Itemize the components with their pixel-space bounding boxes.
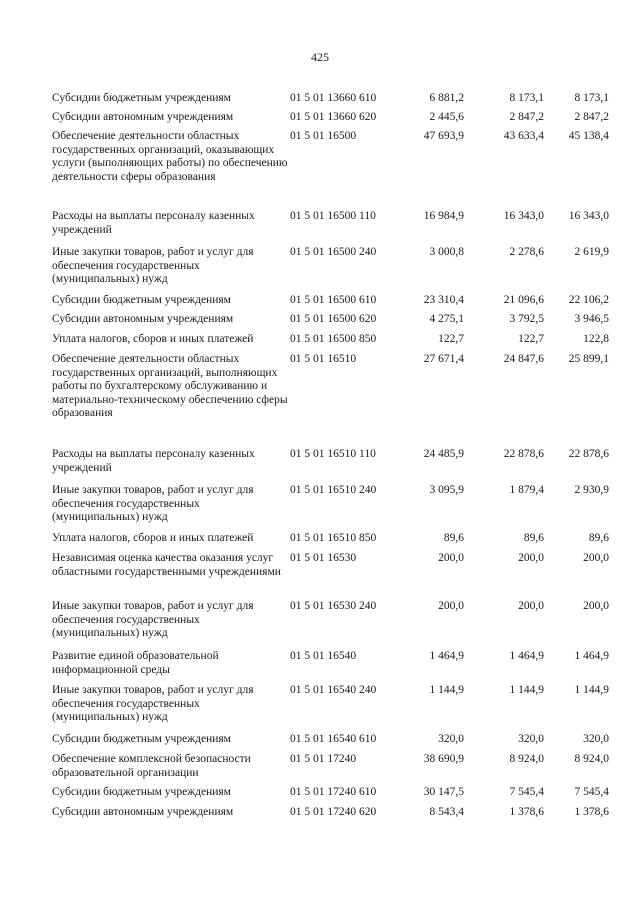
row-value-2: 1 464,9 (509, 650, 544, 662)
row-value-2: 22 878,6 (503, 448, 544, 460)
row-name: Уплата налогов, сборов и иных платежей (52, 532, 254, 544)
row-value-3: 2 847,2 (574, 111, 609, 123)
row-name: Субсидии автономным учреждениям (52, 313, 234, 325)
row-name: Развитие единой образовательной информационной среды (52, 650, 219, 676)
row-code: 01 5 01 17240 (290, 753, 357, 765)
row-value-2: 16 343,0 (503, 210, 544, 222)
row-value-2: 2 278,6 (509, 246, 544, 258)
row-code: 01 5 01 16500 110 (290, 210, 376, 222)
row-value-2: 200,0 (518, 552, 544, 564)
row-code: 01 5 01 16500 620 (290, 313, 377, 325)
row-name: Субсидии автономным учреждениям (52, 111, 234, 123)
row-value-3: 122,8 (583, 333, 609, 345)
row-name: Иные закупки товаров, работ и услуг для обеспечения государственных (муниципальных) нужд (52, 684, 254, 724)
row-value-2: 43 633,4 (503, 130, 544, 142)
row-code: 01 5 01 16510 110 (290, 448, 376, 460)
row-value-3: 7 545,4 (574, 786, 609, 798)
row-name: Обеспечение деятельности областных государственных организаций, оказывающих услуги (выполняющих работы) по обеспечению деятельности сферы образования (52, 130, 288, 183)
row-code: 01 5 01 16510 (290, 353, 357, 365)
row-value-1: 320,0 (438, 733, 464, 745)
row-name: Иные закупки товаров, работ и услуг для обеспечения государственных (муниципальных) нужд (52, 246, 254, 286)
row-value-2: 2 847,2 (509, 111, 544, 123)
row-code: 01 5 01 16510 240 (290, 484, 377, 496)
row-value-2: 1 378,6 (509, 806, 544, 818)
row-value-1: 8 543,4 (429, 806, 464, 818)
row-value-1: 6 881,2 (429, 92, 464, 104)
row-code: 01 5 01 16530 (290, 552, 357, 564)
row-value-2: 21 096,6 (503, 294, 544, 306)
row-value-1: 27 671,4 (423, 353, 464, 365)
row-value-3: 3 946,5 (574, 313, 609, 325)
row-value-1: 30 147,5 (423, 786, 464, 798)
row-value-3: 1 464,9 (574, 650, 609, 662)
row-value-2: 24 847,6 (503, 353, 544, 365)
row-name: Уплата налогов, сборов и иных платежей (52, 333, 254, 345)
row-value-2: 7 545,4 (509, 786, 544, 798)
row-name: Субсидии бюджетным учреждениям (52, 733, 231, 745)
row-value-3: 8 173,1 (574, 92, 609, 104)
row-code: 01 5 01 16510 850 (290, 532, 377, 544)
row-value-2: 8 173,1 (509, 92, 544, 104)
row-code: 01 5 01 16500 610 (290, 294, 377, 306)
row-name: Субсидии автономным учреждениям (52, 806, 234, 818)
row-value-1: 122,7 (438, 333, 464, 345)
page-number: 425 (311, 50, 329, 64)
row-value-1: 200,0 (438, 552, 464, 564)
row-name: Субсидии бюджетным учреждениям (52, 92, 231, 104)
row-value-1: 1 464,9 (429, 650, 464, 662)
row-value-3: 22 878,6 (568, 448, 609, 460)
row-value-1: 16 984,9 (423, 210, 464, 222)
row-name: Расходы на выплаты персоналу казенных учреждений (52, 448, 255, 474)
row-value-1: 4 275,1 (429, 313, 464, 325)
row-value-2: 8 924,0 (509, 753, 544, 765)
row-value-3: 1 144,9 (574, 684, 609, 696)
row-value-1: 47 693,9 (423, 130, 464, 142)
row-value-1: 24 485,9 (423, 448, 464, 460)
row-code: 01 5 01 16530 240 (290, 600, 377, 612)
row-name: Независимая оценка качества оказания услуг областными государственными учреждениями (52, 552, 281, 578)
row-value-2: 320,0 (518, 733, 544, 745)
row-value-2: 200,0 (518, 600, 544, 612)
row-value-1: 23 310,4 (423, 294, 464, 306)
row-value-1: 2 445,6 (429, 111, 464, 123)
row-code: 01 5 01 13660 620 (290, 111, 377, 123)
row-value-2: 3 792,5 (509, 313, 544, 325)
row-value-3: 89,6 (588, 532, 609, 544)
row-value-2: 1 879,4 (509, 484, 544, 496)
row-value-1: 200,0 (438, 600, 464, 612)
row-code: 01 5 01 16540 (290, 650, 357, 662)
row-value-3: 200,0 (583, 552, 609, 564)
row-code: 01 5 01 16500 850 (290, 333, 377, 345)
row-value-3: 200,0 (583, 600, 609, 612)
row-value-2: 89,6 (523, 532, 544, 544)
row-value-1: 89,6 (443, 532, 464, 544)
row-code: 01 5 01 16500 (290, 130, 357, 142)
row-value-3: 320,0 (583, 733, 609, 745)
row-name: Субсидии бюджетным учреждениям (52, 786, 231, 798)
row-value-3: 45 138,4 (568, 130, 609, 142)
row-name: Обеспечение деятельности областных государственных организаций, выполняющих работы по бухгалтерскому обслуживанию и материально-техническому обеспечению сферы образования (52, 353, 288, 420)
row-code: 01 5 01 16540 240 (290, 684, 377, 696)
row-code: 01 5 01 16500 240 (290, 246, 377, 258)
row-value-1: 1 144,9 (429, 684, 464, 696)
row-value-3: 25 899,1 (568, 353, 609, 365)
row-name: Иные закупки товаров, работ и услуг для обеспечения государственных (муниципальных) нужд (52, 600, 254, 640)
row-name: Субсидии бюджетным учреждениям (52, 294, 231, 306)
row-code: 01 5 01 17240 620 (290, 806, 377, 818)
row-code: 01 5 01 13660 610 (290, 92, 377, 104)
row-value-1: 3 000,8 (429, 246, 464, 258)
row-value-1: 38 690,9 (423, 753, 464, 765)
row-value-3: 8 924,0 (574, 753, 609, 765)
row-value-2: 122,7 (518, 333, 544, 345)
row-name: Иные закупки товаров, работ и услуг для обеспечения государственных (муниципальных) нужд (52, 484, 254, 524)
row-value-3: 2 619,9 (574, 246, 609, 258)
row-value-1: 3 095,9 (429, 484, 464, 496)
row-name: Обеспечение комплексной безопасности образовательной организации (52, 753, 251, 779)
row-code: 01 5 01 16540 610 (290, 733, 377, 745)
row-value-3: 1 378,6 (574, 806, 609, 818)
row-value-3: 16 343,0 (568, 210, 609, 222)
row-code: 01 5 01 17240 610 (290, 786, 377, 798)
row-name: Расходы на выплаты персоналу казенных учреждений (52, 210, 255, 236)
row-value-3: 22 106,2 (568, 294, 609, 306)
row-value-2: 1 144,9 (509, 684, 544, 696)
row-value-3: 2 930,9 (574, 484, 609, 496)
